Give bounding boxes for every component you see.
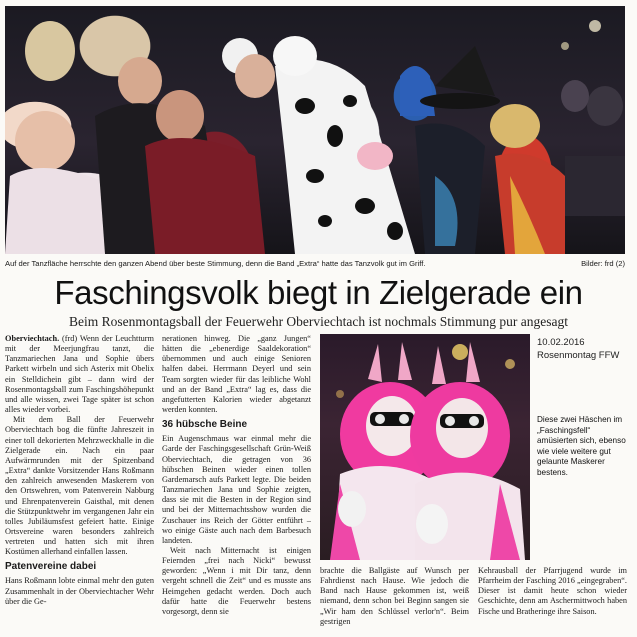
article-paragraph bbox=[5, 334, 154, 415]
article-paragraph: brachte die Ballgäste auf Wunsch per Fahrdienst nach Hause. Wie jedoch die Band nach Hause gekommen ist, weiß niemand, denn schon bei Beginn sangen sie „Wir ham den Schlüssel verlor'n“. Beim gestrigen bbox=[320, 566, 469, 626]
bunny-photo bbox=[320, 334, 530, 560]
section-subhead: Patenvereine dabei bbox=[5, 561, 97, 573]
headline: Faschingsvolk biegt in Zielgerade ein bbox=[54, 274, 583, 311]
photo-credit: Bilder: frd (2) bbox=[581, 259, 625, 268]
section-subhead: 36 hübsche Beine bbox=[162, 419, 248, 431]
top-photo bbox=[5, 6, 625, 254]
bunny-costume-image bbox=[320, 334, 530, 560]
article-column-2 bbox=[162, 334, 311, 634]
article-column-3 bbox=[320, 566, 469, 634]
photo-date: 10.02.2016 bbox=[537, 337, 585, 348]
article-paragraph: nerationen hinweg. Die „ganz Jungen“ hätten die „ebenerdige Saaldekoration“ übernommen und auch einige Senioren halfen dabei. Herrmann Deyerl und sein Team sorgten wieder für das leibliche Wohl und an der Band „Extra“ lag es, dass die angefutterten Kalorien wieder abgetanzt werden konnten. bbox=[162, 334, 311, 415]
photo-event: Rosenmontag FFW bbox=[537, 350, 620, 361]
article-paragraph: Hans Roßmann lobte einmal mehr den guten Zusammenhalt in der Oberviechtacher Wehr über die Ge- bbox=[5, 576, 154, 606]
article-paragraph: Weit nach Mitternacht ist einigen Feiernden „frei nach Nicki“ bewusst geworden: „Wenn i mit Dir tanz, denn vergeht schnell die Zeit“ und es musste ans Heimgehen gedacht werden. Doch auch dafür hatte die Feuerwehr bestens vorgesorgt, denn sie bbox=[162, 545, 311, 616]
article-paragraph: Mit dem Ball der Feuerwehr Oberviechtach bog die fünfte Jahreszeit in einer toll dekorierten Mehrzweckhalle in die Zielgerade ein. Nach ein paar Aufwärmrunden mit der Spitzenband „Extra“ dankte Vorsitzender Hans Roßmann den zahlreich anwesenden Maskerern von den Ortswehren, vom Patenverein Nabburg und Ehrenpatenverein Gaisthal, mit denen die Stützpunktwehr im vergangenen Jahr ein tolles Jubiläumsfest gefeiert hatte. Einige Ortsvereine waren besonders zahlreich vertreten und hatten sich mit ihren Kostümen allerhand einfallen lassen. bbox=[5, 415, 154, 557]
photo-timestamp bbox=[537, 336, 632, 362]
party-crowd-image bbox=[5, 6, 625, 254]
bunny-photo-caption: Diese zwei Häschen im „Faschingsfell“ amüsierten sich, ebenso wie viele weitere gut gelaunte Maskerer bestens. bbox=[537, 415, 626, 477]
dateline: Oberviechtach. bbox=[5, 334, 60, 343]
article-paragraph: Ein Augenschmaus war einmal mehr die Garde der Faschingsgesellschaft Grün-Weiß Oberviechtach, die getragen von 36 hübschen Beinen wieder einen tollen Gardemarsch aufs Parkett legte. Die beiden Tanzmariechen Jana und Sophie zeigten, dass sie mit die Besten in der Region sind und bei der Mitternachtsshow wurden die Zuschauer ins Reich der Götter entführt – wo einige Gäste auch nach dem Barbesuch landeten. bbox=[162, 434, 311, 545]
subheadline: Beim Rosenmontagsball der Feuerwehr Oberviechtach ist nochmals Stimmung pur angesagt bbox=[68, 314, 568, 329]
article-column-4 bbox=[478, 566, 627, 634]
paragraph-text: (frd) Wenn der Leuchtturm mit der Meerjungfrau tanzt, die Tanzmariechen Jana und Sophie übers Parkett wirbeln und sich Asterix mit Obelix ein Stelldichein gibt – dann wird der Rosenmontagsball zum Faschingshöhepunkt und alle wissen, zwei Tage später ist schon alles wieder vorbei. bbox=[5, 334, 154, 415]
top-photo-caption: Auf der Tanzfläche herrschte den ganzen Abend über beste Stimmung, denn die Band „Extra“ hatte das Tanzvolk gut im Griff. bbox=[5, 259, 426, 268]
article-column-1 bbox=[5, 334, 154, 634]
article-paragraph: Kehrausball der Pfarrjugend wurde im Pfarrheim der Fasching 2016 „eingegraben“. Dieser ist damit heute schon wieder Geschichte, denn am Aschermittwoch haben Fische und Bratheringe ihre Saison. bbox=[478, 566, 627, 616]
